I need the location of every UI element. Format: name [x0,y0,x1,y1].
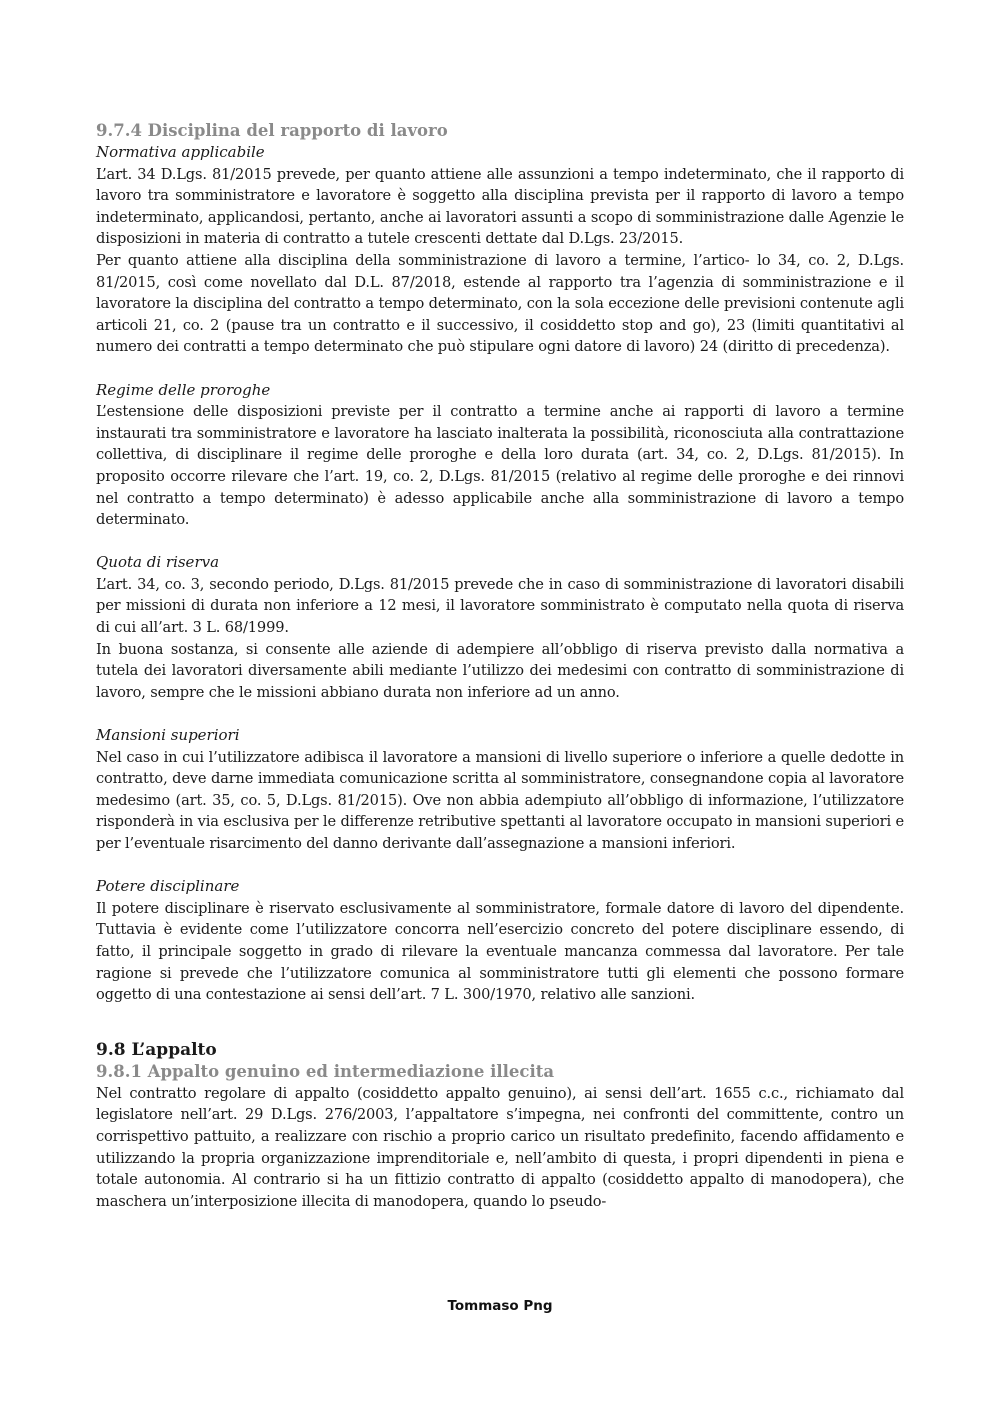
page-footer: Tommaso Png [447,1298,553,1314]
subheading-mansioni: Mansioni superiori [96,726,240,745]
paragraph: L’art. 34, co. 3, secondo periodo, D.Lgs. 81/2015 prevede che in caso di somministrazione di lavoratori disabili per missioni di durata non inferiore a 12 mesi, il lavoratore somministrato è computato nella quota di riserva di cui all’art. 3 L. 68/1999. [96,575,904,637]
paragraph: L’estensione delle disposizioni previste per il contratto a termine anche ai rapporti di lavoro a termine instaurati tra somministratore e lavoratore ha lasciato inalterata la possibilità, riconosciuta alla contrattazione collettiva, di disciplinare il regime delle proroghe e della loro durata (art. 34, co. 2, D.Lgs. 81/2015). In proposito occorre rilevare che l’art. 19, co. 2, D.Lgs. 81/2015 (relativo al regime delle proroghe e dei rinnovi nel contratto a tempo determinato) è adesso applicabile anche alla somministrazione di lavoro a tempo determinato. [96,403,904,529]
subheading-normativa: Normativa applicabile [96,143,265,161]
paragraph: In buona sostanza, si consente alle aziende di adempiere all’obbligo di riserva previsto dalla normativa a tutela dei lavoratori diversamente abili mediante l’utilizzo dei medesimi con contratto di somministrazione di lavoro, sempre che le missioni abbiano durata non inferiore ad un anno. [96,640,904,701]
document-page [96,120,904,1212]
paragraph: Nel caso in cui l’utilizzatore adibisca il lavoratore a mansioni di livello superiore o inferiore a quelle dedotte in contratto, deve darne immediata comunicazione scritta al somministratore, consegnandone copia al lavoratore medesimo (art. 35, co. 5, D.Lgs. 81/2015). Ove non abbia adempiuto all’obbligo di informazione, l’utilizzatore risponderà in via esclusiva per le differenze retributive spettanti al lavoratore occupato in mansioni superiori e per l’eventuale risarcimento del danno derivante dall’assegnazione a mansioni inferiori. [96,748,904,852]
subheading-potere: Potere disciplinare [96,877,240,896]
section-heading-9-7-4: 9.7.4 Disciplina del rapporto di lavoro [96,121,448,140]
subheading-riserva: Quota di riserva [96,553,220,572]
section-heading-9-8-1: 9.8.1 Appalto genuino ed intermediazione illecita [96,1061,555,1081]
paragraph: Per quanto attiene alla disciplina della somministrazione di lavoro a termine, l’artico- lo 34, co. 2, D.Lgs. 81/2015, così come novellato dal D.L. 87/2018, estende al rapporto tra l’agenzia di somministrazione e il lavoratore la disciplina del contratto a tempo determinato, con la sola eccezione delle previsioni contenute agli articoli 21, co. 2 (pause tra un contratto e il successivo, il cosiddetto stop and go), 23 (limiti quantitativi al numero dei contratti a tempo determinato che può stipulare ogni datore di lavoro) 24 (diritto di precedenza). [96,251,904,356]
paragraph: Il potere disciplinare è riservato esclusivamente al somministratore, formale datore di lavoro del dipendente. Tuttavia è evidente come l’utilizzatore concorra nell’esercizio concreto del potere disciplinare essendo, di fatto, il principale soggetto in grado di rilevare la eventuale mancanza commessa dal lavoratore. Per tale ragione si prevede che l’utilizzatore comunica al somministratore tutti gli elementi che possono formare oggetto di una contestazione ai sensi dell’art. 7 L. 300/1970, relativo alle sanzioni. [96,899,904,1004]
paragraph: L’art. 34 D.Lgs. 81/2015 prevede, per quanto attiene alle assunzioni a tempo indeterminato, che il rapporto di lavoro tra somministratore e lavoratore è soggetto alla disciplina prevista per il rapporto di lavoro a tempo indeterminato, applicandosi, pertanto, anche ai lavoratori assunti a scopo di somministrazione dalle Agenzie le disposizioni in materia di contratto a tutele crescenti dettate dal D.Lgs. 23/2015. [96,165,904,248]
subheading-proroghe: Regime delle proroghe [96,380,271,399]
paragraph: Nel contratto regolare di appalto (cosiddetto appalto genuino), ai sensi dell’art. 1655 c.c., richiamato dal legislatore nell’art. 29 D.Lgs. 276/2003, l’appaltatore s’impegna, nei confronti del committente, contro un corrispettivo pattuito, a realizzare con rischio a proprio carico un risultato predefinito, facendo affidamento e utilizzando la propria organizzazione imprenditoriale e, nell’ambito di questa, i propri dipendenti in piena e totale autonomia. Al contrario si ha un fittizio contratto di appalto (cosiddetto appalto di manodopera), che maschera un’interposizione illecita di manodopera, quando lo pseudo- [96,1084,904,1210]
section-heading-9-8: 9.8 L’appalto [96,1039,217,1060]
